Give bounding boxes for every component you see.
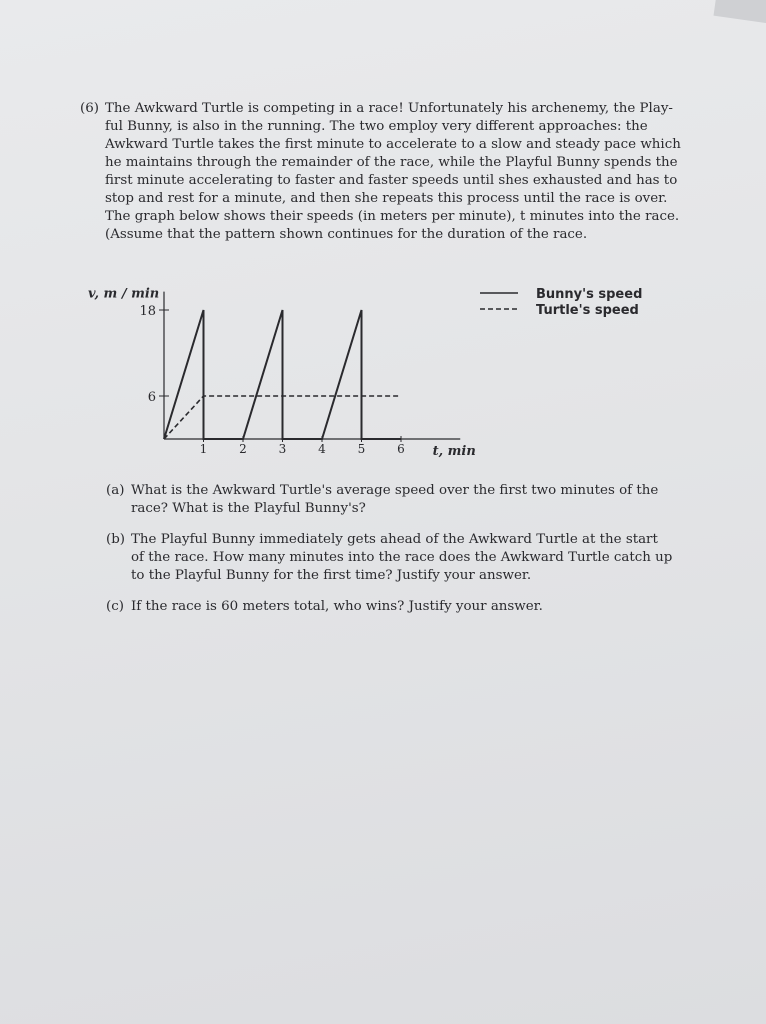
problem-line: stop and rest for a minute, and then she repeats this process until the race is over.: [105, 191, 668, 206]
problem-number: (6): [80, 101, 99, 116]
problem-statement: [105, 100, 680, 244]
y-tick-label: 18: [139, 304, 156, 319]
question-line: race? What is the Playful Bunny's?: [131, 501, 366, 516]
question-line: of the race. How many minutes into the race does the Awkward Turtle catch up: [131, 550, 673, 565]
problem-line: ful Bunny, is also in the running. The two employ very different approaches: the: [105, 119, 648, 134]
question-label: (a): [106, 483, 125, 498]
legend-label: Bunny's speed: [536, 287, 643, 302]
bunny-speed-line: [164, 310, 401, 439]
problem-6: [80, 100, 680, 244]
x-tick-label: 6: [397, 442, 405, 456]
question-line: to the Playful Bunny for the first time? Justify your answer.: [131, 568, 532, 583]
problem-line: The Awkward Turtle is competing in a race! Unfortunately his archenemy, the Play-: [105, 101, 673, 116]
x-tick-label: 5: [357, 442, 366, 456]
problem-line: (Assume that the pattern shown continues for the duration of the race.: [105, 227, 588, 242]
x-tick-label: 2: [239, 442, 247, 456]
problem-line: The graph below shows their speeds (in meters per minute), t minutes into the race.: [105, 209, 680, 224]
question-line: If the race is 60 meters total, who wins? Justify your answer.: [131, 599, 543, 614]
x-tick-label: 1: [199, 442, 208, 456]
legend-label: Turtle's speed: [536, 303, 639, 318]
question-a: [106, 482, 666, 518]
question-line: The Playful Bunny immediately gets ahead of the Awkward Turtle at the start: [131, 532, 658, 547]
y-tick-label: 6: [147, 390, 156, 405]
problem-line: he maintains through the remainder of the race, while the Playful Bunny spends the: [105, 155, 678, 170]
problem-line: first minute accelerating to faster and faster speeds until shes exhausted and has to: [105, 173, 678, 188]
question-b: [106, 531, 673, 585]
series-layer: [164, 310, 401, 439]
speed-time-graph: [60, 265, 660, 465]
x-axis-label: t, min: [432, 444, 476, 459]
question-label: (c): [106, 599, 124, 614]
x-tick-label: 3: [278, 442, 287, 456]
question-line: What is the Awkward Turtle's average speed over the first two minutes of the: [131, 483, 659, 498]
x-tick-label: 4: [318, 442, 326, 456]
question-c: [106, 598, 666, 616]
y-axis-label: v, m / min: [88, 286, 160, 302]
question-label: (b): [106, 532, 126, 547]
problem-line: Awkward Turtle takes the first minute to accelerate to a slow and steady pace which: [105, 137, 681, 152]
questions: [106, 482, 673, 629]
legend: [480, 287, 642, 318]
